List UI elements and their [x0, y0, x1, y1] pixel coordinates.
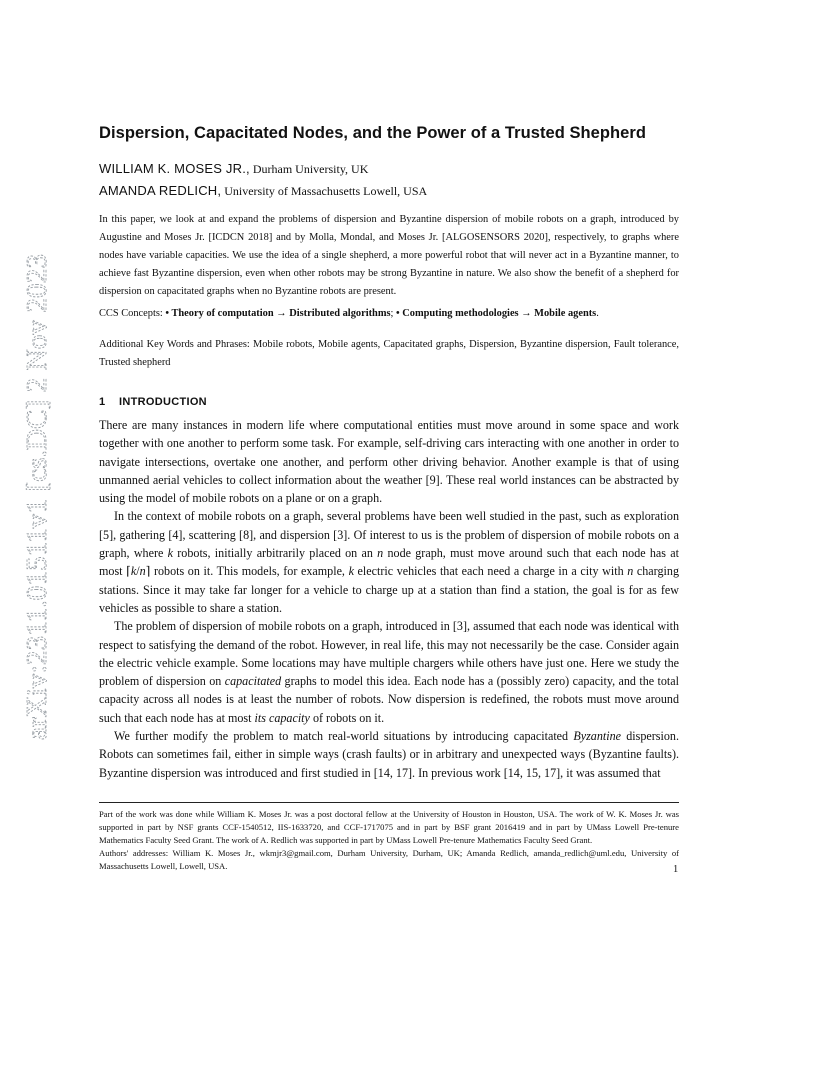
- arxiv-stamp-svg: [12, 250, 58, 740]
- p2-text-5: electric vehicles that each need a charge in a city with: [353, 564, 628, 579]
- section-title: INTRODUCTION: [119, 396, 207, 408]
- footnote-funding: Part of the work was done while William K. Moses Jr. was a post doctoral fellow at the University of Houston in Houston, USA. The work of W. K. Moses Jr. was supported in part by NSF grants CCF-1540512, IIS-1633720, and CCF-1717075 and in part by BSF grant 2016419 and in part by UMass Lowell Pre-tenure Mathematics Faculty Seed Grant. The work of A. Redlich was supported in part by UMass Lowell Pre-tenure Mathematics Faculty Seed Grant.: [99, 809, 679, 846]
- paragraph-1: There are many instances in modern life where computational entities must move around in some space and work together with one another to perform some task. For example, self-driving cars interacting with one another in order to navigate intersections, overtake one another, and perform other driving behavior. Another example is that of using unmanned aerial vehicles to collect information about the weather [9]. These real world instances can be abstracted by using the model of mobile robots on a plane or on a graph.: [99, 418, 679, 506]
- p4-text-1: We further modify the problem to match real-world situations by introducing capacitated: [114, 729, 574, 744]
- p2-math-n2: n: [139, 564, 146, 579]
- p2-math-slash: /: [136, 564, 140, 579]
- p3-text-2: graphs to model this idea. Each node has a (possibly zero) capacity, and the total capacity across all nodes is at least the number of robots. Now dispersion is redefined, the robots must move around such that each node has at most: [99, 674, 679, 725]
- ccs-separator: ;: [390, 308, 397, 319]
- p2-text-1: In the context of mobile robots on a graph, several problems have been well studied in the past, such as exploration [5], gathering [4], scattering [8], and dispersion [3]. Of interest to us is the problem of dispersion of mobile robots on a graph, where: [99, 509, 679, 561]
- p2-text-6: charging stations. Since it may take far longer for a vehicle to charge up at a station than find a station, the goal is for as few vehicles as possible to share a station.: [99, 564, 679, 615]
- footnote-divider: [99, 802, 679, 803]
- p2-math-k: k: [167, 546, 174, 561]
- paragraph-3: [99, 617, 679, 727]
- author-1: [99, 161, 368, 177]
- p3-emphasis-capacitated: capacitated: [224, 674, 282, 689]
- abstract: In this paper, we look at and expand the problems of dispersion and Byzantine dispersion of mobile robots on a graph, introduced by Augustine and Moses Jr. [ICDCN 2018] and by Molla, Mondal, and Moses Jr. [ALGOSENSORS 2020], respectively, to graphs where nodes have variable capacities. We use the idea of a single shepherd, a more powerful robot that will never act in a Byzantine manner, to achieve fast Byzantine dispersion, even when other robots may be strong Byzantine in nature. We also show the benefit of a shepherd for dispersion on capacitated graphs when no Byzantine robots are present.: [99, 214, 679, 297]
- author-1-affiliation: Durham University, UK: [249, 162, 369, 176]
- ccs-concepts: [99, 308, 679, 319]
- author-1-name: WILLIAM K. MOSES JR.,: [99, 161, 250, 176]
- p3-text-3: of robots on it.: [309, 710, 385, 725]
- section-heading: [99, 396, 207, 408]
- body-text: [99, 416, 679, 782]
- p2-math-k2: k: [130, 564, 137, 579]
- ccs-item-1: • Theory of computation → Distributed algorithms: [165, 308, 391, 319]
- arxiv-identifier-stamp: [12, 250, 58, 740]
- author-2: [99, 183, 427, 199]
- p2-text-2: robots, initially arbitrarily placed on an: [173, 546, 378, 561]
- p3-text-1: The problem of dispersion of mobile robots on a graph, introduced in [3], assumed that each node was identical with respect to satisfying the demand of the robot. However, in real life, this may not necessarily be the case. Consider again the electric vehicle example. Some locations may have multiple chargers while others have just one. Here we study the problem of dispersion on: [99, 619, 679, 689]
- p2-text-4: ⌉ robots on it. This models, for example,: [145, 564, 349, 579]
- p2-math-n3: n: [627, 564, 634, 579]
- paragraph-2: [99, 507, 679, 617]
- footnotes: [99, 808, 679, 873]
- p4-text-2: dispersion. Robots can sometimes fail, either in simple ways (crash faults) or in arbitrary and unexpected ways (Byzantine faults). Byzantine dispersion was introduced and first studied in [14, 17]. In previous work [14, 15, 17], it was assumed that: [99, 729, 679, 780]
- author-2-name: AMANDA REDLICH,: [99, 183, 222, 198]
- footnote-addresses: Authors' addresses: William K. Moses Jr., wkmjr3@gmail.com, Durham University, Durham, UK; Amanda Redlich, amanda_redlich@uml.edu, University of Massachusetts Lowell, Lowell, USA.: [99, 848, 679, 872]
- ccs-item-2: • Computing methodologies → Mobile agents: [396, 308, 597, 319]
- p2-math-n: n: [377, 546, 384, 561]
- ccs-label: CCS Concepts:: [99, 308, 166, 319]
- section-number: 1: [99, 396, 106, 408]
- arxiv-id-text: arXiv:2311.01511v1 [cs.DC] 2 Nov 2023: [22, 275, 53, 740]
- page-number: 1: [673, 864, 679, 875]
- p2-text-3: node graph, must move around such that each node has at most ⌈: [99, 546, 679, 579]
- ccs-end: .: [596, 308, 599, 319]
- keywords: Additional Key Words and Phrases: Mobile robots, Mobile agents, Capacitated graphs, Dispersion, Byzantine dispersion, Fault tolerance, Trusted shepherd: [99, 339, 679, 368]
- author-2-affiliation: University of Massachusetts Lowell, USA: [221, 184, 428, 198]
- p3-emphasis-capacity: its capacity: [254, 710, 310, 725]
- paper-title: Dispersion, Capacitated Nodes, and the Power of a Trusted Shepherd: [99, 124, 646, 142]
- p4-emphasis-byzantine: Byzantine: [573, 729, 622, 744]
- p2-math-k3: k: [348, 564, 354, 579]
- paragraph-4: [99, 727, 679, 782]
